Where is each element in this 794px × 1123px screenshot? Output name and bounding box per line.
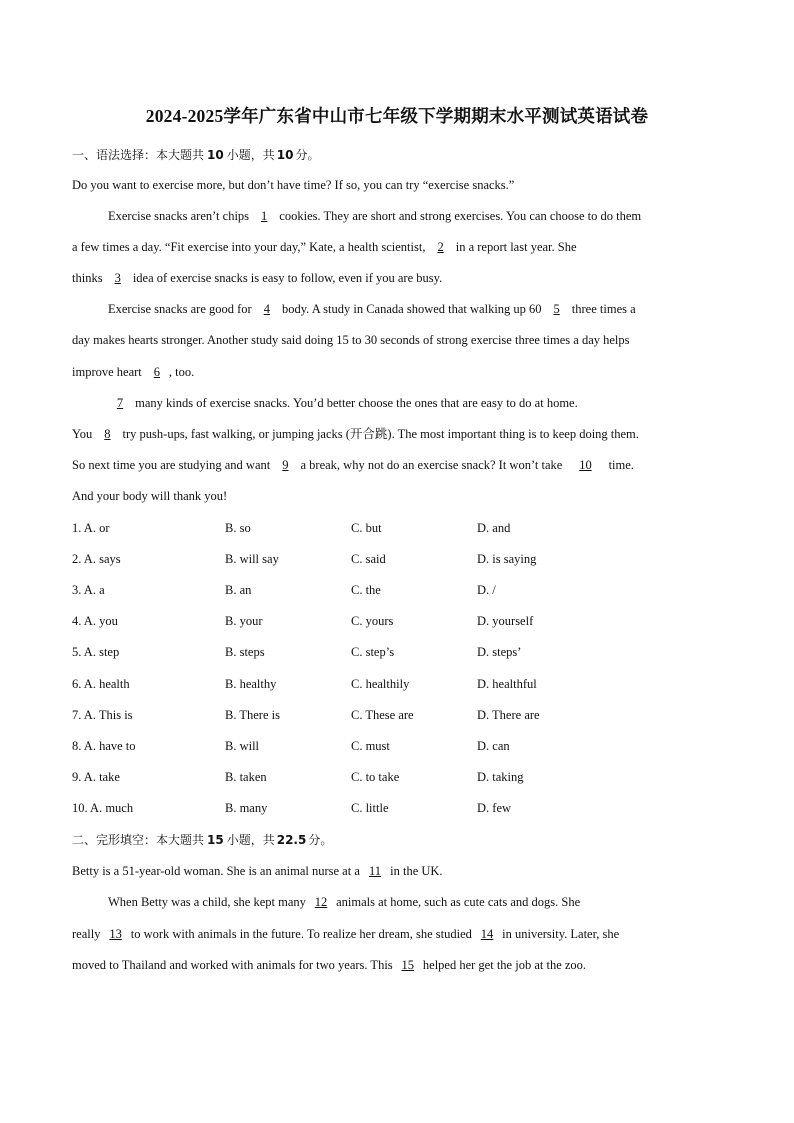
option-c: C. said <box>351 552 386 566</box>
blank-15: 15 <box>401 958 415 972</box>
option-b: B. steps <box>225 645 265 659</box>
option-d: D. taking <box>477 770 524 784</box>
option-b: B. your <box>225 614 263 628</box>
option-b: B. taken <box>225 770 267 784</box>
passage-line: Exercise snacks are good for 4 body. A study in Canada showed that walking up 60 5 three times a <box>108 302 636 316</box>
option-b: B. will <box>225 739 260 753</box>
passage-line: So next time you are studying and want 9 a break, why not do an exercise snack? It won’t take 10 time. <box>72 458 634 472</box>
option-c: C. must <box>351 739 390 753</box>
option-a: 1. A. or <box>72 521 110 535</box>
passage-line: And your body will thank you! <box>72 489 228 503</box>
blank-1: 1 <box>261 209 268 223</box>
option-a: 8. A. have to <box>72 739 136 753</box>
blank-10: 10 <box>579 458 592 472</box>
option-a: 6. A. health <box>72 677 130 691</box>
blank-4: 4 <box>263 302 270 316</box>
blank-9: 9 <box>282 458 289 472</box>
option-d: D. is saying <box>477 552 537 566</box>
option-b: B. an <box>225 583 252 597</box>
option-b: B. healthy <box>225 677 277 691</box>
option-d: D. healthful <box>477 677 537 691</box>
option-c: C. healthily <box>351 677 410 691</box>
option-d: D. few <box>477 801 512 815</box>
option-d: D. and <box>477 521 511 535</box>
blank-13: 13 <box>109 927 122 941</box>
blank-14: 14 <box>480 927 494 941</box>
option-c: C. little <box>351 801 389 815</box>
passage-line: really 13 to work with animals in the future. To realize her dream, she studied 14 in university. Later, she <box>72 927 620 941</box>
blank-12: 12 <box>314 895 328 909</box>
passage-line: day makes hearts stronger. Another study said doing 15 to 30 seconds of strong exercise three times a day helps <box>72 333 630 347</box>
blank-11: 11 <box>368 864 382 878</box>
section-1-heading: 一、语法选择：本大题共 10 小题，共 10 分。 <box>72 148 320 162</box>
option-d: D. There are <box>477 708 540 722</box>
passage-line: moved to Thailand and worked with animals for two years. This 15 helped her get the job at the zoo. <box>72 958 587 972</box>
blank-2: 2 <box>437 240 444 254</box>
option-a: 2. A. says <box>72 552 121 566</box>
option-a: 10. A. much <box>72 801 134 815</box>
blank-5: 5 <box>553 302 560 316</box>
option-c: C. the <box>351 583 381 597</box>
passage-line: Do you want to exercise more, but don’t have time? If so, you can try “exercise snacks.” <box>72 178 515 192</box>
blank-8: 8 <box>104 427 111 441</box>
passage-line: When Betty was a child, she kept many 12 animals at home, such as cute cats and dogs. She <box>108 895 581 909</box>
option-a: 9. A. take <box>72 770 120 784</box>
option-a: 3. A. a <box>72 583 105 597</box>
option-c: C. step’s <box>351 645 395 659</box>
option-b: B. There is <box>225 708 280 722</box>
option-b: B. many <box>225 801 268 815</box>
option-a: 4. A. you <box>72 614 118 628</box>
option-a: 5. A. step <box>72 645 120 659</box>
blank-3: 3 <box>114 271 121 285</box>
option-b: B. will say <box>225 552 279 566</box>
passage-line: You 8 try push-ups, fast walking, or jumping jacks (开合跳). The most important thing is to keep doing them. <box>72 427 639 441</box>
blank-7: 7 <box>116 396 124 410</box>
option-c: C. but <box>351 521 382 535</box>
passage-line: a few times a day. “Fit exercise into your day,” Kate, a health scientist, 2 in a report last year. She <box>72 240 577 254</box>
option-a: 7. A. This is <box>72 708 133 722</box>
passage-line: improve heart 6, too. <box>72 365 195 379</box>
option-b: B. so <box>225 521 251 535</box>
option-d: D. / <box>477 583 496 597</box>
blank-6: 6 <box>153 365 161 379</box>
option-d: D. steps’ <box>477 645 522 659</box>
passage-line: 7 many kinds of exercise snacks. You’d better choose the ones that are easy to do at home. <box>108 395 578 411</box>
section-2-heading: 二、完形填空：本大题共 15 小题，共 22.5 分。 <box>72 833 333 847</box>
option-d: D. yourself <box>477 614 534 628</box>
passage-line: thinks 3 idea of exercise snacks is easy to follow, even if you are busy. <box>72 271 443 285</box>
page-title: 2024-2025学年广东省中山市七年级下学期期末水平测试英语试卷 <box>145 106 649 126</box>
option-c: C. These are <box>351 708 414 722</box>
option-d: D. can <box>477 739 510 753</box>
passage-line: Betty is a 51-year-old woman. She is an animal nurse at a 11 in the UK. <box>72 864 443 878</box>
option-c: C. to take <box>351 770 400 784</box>
passage-line: Exercise snacks aren’t chips 1 cookies. They are short and strong exercises. You can choose to do them <box>108 209 642 223</box>
option-c: C. yours <box>351 614 394 628</box>
